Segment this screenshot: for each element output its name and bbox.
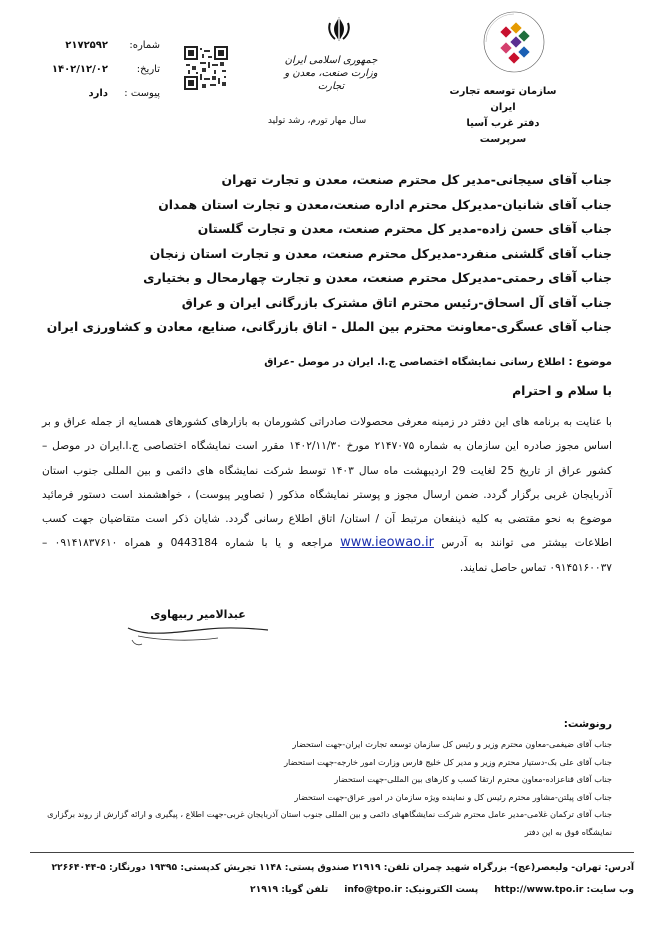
recipient-line: جناب آقای عسگری-معاونت محترم بین الملل - اتاق بازرگانی، صنایع، معادن و کشاورزی ایران	[46, 319, 612, 334]
meta-date	[50, 58, 160, 82]
recipient-line: جناب آقای آل اسحاق-رئیس محترم اتاق مشترک بازرگانی ایران و عراق	[181, 294, 612, 310]
phone-line: تلفن گویا: ۲۱۹۱۹	[250, 884, 329, 895]
org-name: سازمان توسعه تجارت ایران	[449, 86, 557, 113]
attachment-value: دارد	[88, 88, 108, 99]
body-part-1: با عنایت به برنامه های این دفتر در زمینه معرفی محصولات صادراتی کشورمان به بازارهای کشورهای همسایه از جمله عراق و بر اساس مجوز صادره این سازمان به شماره ۲۱۴۷۰۷۵ مورخ ۱۴۰۲/۱۱/۳۰ مقرر است نمایشگاه اختصاصی ج.ا.ایران در موصل –کشور عراق از تاریخ 25 لغایت 29 اردیبهشت ماه سال ۱۴۰۳ توسط شرکت نمایشگاه های دائمی و بین المللی جنوب استان آذربایجان غربی برگزار گردد. ضمن ارسال مجوز و پوستر نمایشگاه مذکور ( تصاویر پیوست) ، خواهشمند است دستور فرمائید موضوع به نحو مقتضی به کلیه ذینفعان مرتبط آن / استان/ اتاق اطلاع رسانی گردد. شایان ذکر است متقاضیان جهت کسب اطلاعات بیشتر می توانند به آدرس	[42, 416, 612, 550]
website-label: وب سایت:	[586, 884, 634, 895]
body-part-2: مراجعه و یا با شماره 0443184 و همراه ۰۹۱۴۱۸۳۷۶۱۰ – ۰۹۱۴۵۱۶۰۰۳۷ تماس حاصل نمایند.	[42, 537, 612, 574]
recipient-line: جناب آقای شانیان-مدیرکل محترم اداره صنعت،معدن و تجارت استان همدان	[158, 196, 612, 212]
meta-attachment	[50, 82, 160, 106]
footer-divider	[30, 852, 634, 853]
cc-item: جناب آقای پیلتن-مشاور محترم رئیس کل و نماینده ویژه سازمان در امور عراق-جهت استحضار	[294, 791, 612, 802]
iran-emblem-icon	[324, 14, 354, 44]
number-label: شماره:	[129, 40, 160, 51]
ministry-title	[276, 54, 386, 93]
tpo-logo	[468, 8, 546, 78]
footer-website-link[interactable]: http://www.tpo.ir	[494, 884, 584, 895]
recipients-list	[42, 168, 612, 340]
letter-body	[42, 410, 612, 580]
recipient-line: جناب آقای رحمتی-مدیرکل محترم صنعت، معدن و تجارت چهارمحال و بختیاری	[143, 270, 612, 285]
number-value: ۲۱۷۲۵۹۲	[65, 40, 108, 51]
letter-meta	[50, 34, 160, 106]
website-link[interactable]: www.ieowao.ir	[340, 535, 434, 551]
recipient-line: جناب آقای حسن زاده-مدیر کل محترم صنعت، معدن و تجارت گلستان	[197, 221, 612, 236]
greeting: با سلام و احترام	[512, 383, 612, 398]
attachment-label: پیوست :	[124, 88, 160, 99]
year-slogan: سال مهار تورم، رشد تولید	[267, 116, 367, 126]
signer-name: عبدالامیر ربیهاوی	[150, 608, 246, 621]
letter-subject: موضوع : اطلاع رسانی نمایشگاه اختصاصی ج.ا. ایران در موصل -عراق	[264, 357, 612, 368]
cc-title: رونوشت:	[563, 718, 612, 730]
email-label: پست الکترونیک:	[405, 884, 479, 895]
cc-item: جناب آقای ضیغمی-معاون محترم وزیر و رئیس کل سازمان توسعه تجارت ایران-جهت استحضار	[292, 739, 612, 749]
meta-number	[50, 34, 160, 58]
cc-item: جناب آقای ترکمان غلامی-مدیر عامل محترم شرکت نمایشگاههای دائمی و بین المللی جنوب استان آذربایجان غربی-جهت اطلاع ، پیگیری و ارائه گزارش از روند برگزاری نمایشگاه فوق به این دفتر	[47, 809, 612, 837]
footer-email-link[interactable]: info@tpo.ir	[344, 884, 402, 895]
qr-code-icon	[184, 46, 228, 90]
date-label: تاریخ:	[136, 64, 160, 75]
ministry-line-1: جمهوری اسلامی ایران	[284, 55, 378, 66]
ministry-line-2: وزارت صنعت، معدن و تجارت	[284, 68, 378, 92]
cc-list	[44, 736, 612, 841]
date-value: ۱۴۰۲/۱۲/۰۲	[51, 64, 108, 75]
cc-item: جناب آقای علی بک-دستیار محترم وزیر و مدیر کل خلیج فارس وزارت امور خارجه-جهت استحضار	[284, 756, 612, 767]
cc-item: جناب آقای قناعزاده-معاون محترم ارتقا کسب و کارهای بین المللی-جهت استحضار	[334, 774, 612, 784]
footer-contact	[30, 884, 634, 895]
recipient-line: جناب آقای سیجانی-مدیر کل محترم صنعت، معدن و تجارت تهران	[221, 172, 612, 187]
footer-address: آدرس: تهران- ولیعصر(عج)- بزرگراه شهید چمران تلفن: ۲۱۹۱۹ صندوق پستی: ۱۱۴۸ تجریش کدپستی: ۱۹۳۹۵ دورنگار: ۵-۲۲۶۶۴۰۴۴	[51, 862, 634, 873]
office-role: سرپرست	[479, 134, 527, 145]
org-block	[438, 84, 568, 148]
recipient-line: جناب آقای گلشنی منفرد-مدیرکل محترم صنعت، معدن و تجارت استان زنجان	[149, 245, 612, 261]
office-name: دفتر غرب آسیا	[466, 118, 540, 129]
